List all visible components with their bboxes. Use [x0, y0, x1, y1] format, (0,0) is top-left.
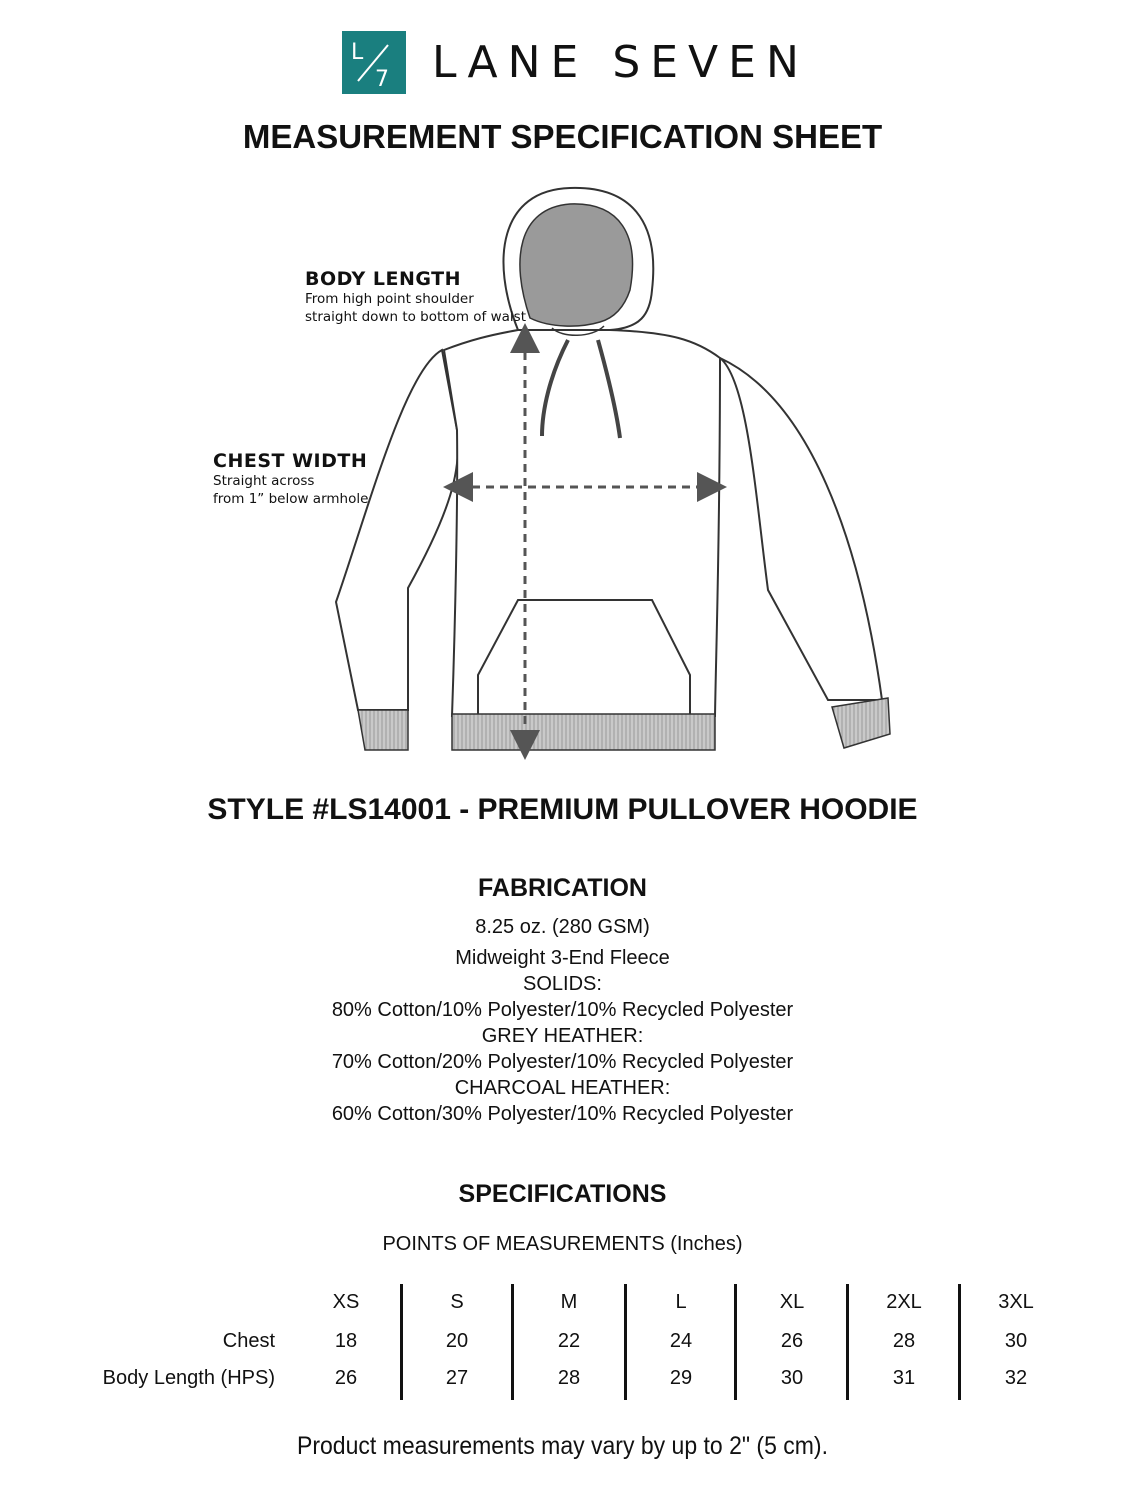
table-cell: 22: [557, 1330, 581, 1352]
size-header-2xl: 2XL: [886, 1291, 922, 1313]
points-of-measurement: POINTS OF MEASUREMENTS (Inches): [382, 1233, 743, 1255]
size-header-l: L: [675, 1291, 687, 1313]
chest-width-title: CHEST WIDTH: [213, 450, 368, 472]
charcoal-heather-label: CHARCOAL HEATHER:: [454, 1077, 671, 1099]
sheet-title: MEASUREMENT SPECIFICATION SHEET: [242, 118, 883, 155]
waistband: [452, 714, 715, 750]
row-label-chest: Chest: [222, 1330, 275, 1352]
body-length-callout: [305, 268, 526, 326]
solids-content: 80% Cotton/10% Polyester/10% Recycled Polyester: [331, 999, 794, 1021]
hood-lining: [520, 204, 633, 326]
brand-logo-mark: [342, 31, 406, 94]
body-length-desc-1: From high point shoulder: [305, 291, 474, 307]
table-cell: 27: [445, 1367, 469, 1389]
left-cuff: [358, 710, 408, 750]
table-cell: 18: [334, 1330, 358, 1352]
table-cell: 29: [669, 1367, 693, 1389]
right-cuff: [832, 698, 890, 748]
size-header-xs: XS: [332, 1291, 360, 1313]
logo-mark-glyph: [342, 31, 406, 94]
table-cell: 31: [892, 1367, 916, 1389]
fabric-weight: 8.25 oz. (280 GSM): [475, 916, 650, 938]
body-length-desc-2: straight down to bottom of waist: [305, 309, 526, 325]
solids-label: SOLIDS:: [523, 973, 602, 995]
charcoal-heather-content: 60% Cotton/30% Polyester/10% Recycled Polyester: [331, 1103, 794, 1125]
chest-width-desc-2: from 1” below armhole: [213, 491, 369, 507]
table-cell: 30: [780, 1367, 804, 1389]
table-cell: 26: [780, 1330, 804, 1352]
table-cell: 32: [1004, 1367, 1028, 1389]
size-header-3xl: 3XL: [998, 1291, 1034, 1313]
brand-name: LANE SEVEN: [432, 37, 809, 88]
size-header-xl: XL: [779, 1291, 805, 1313]
svg-text:7: 7: [375, 67, 389, 92]
table-cell: 28: [892, 1330, 916, 1352]
left-sleeve-outline: [336, 350, 458, 710]
right-sleeve-outline: [720, 358, 882, 700]
table-cell: 28: [557, 1367, 581, 1389]
fabric-type: Midweight 3-End Fleece: [455, 947, 670, 969]
chest-width-callout: [213, 450, 368, 508]
size-header-m: M: [560, 1291, 578, 1313]
grey-heather-content: 70% Cotton/20% Polyester/10% Recycled Polyester: [331, 1051, 794, 1073]
fabrication-title: FABRICATION: [478, 874, 647, 902]
table-cell: 24: [669, 1330, 693, 1352]
specifications-title: SPECIFICATIONS: [458, 1180, 667, 1208]
grey-heather-label: GREY HEATHER:: [481, 1025, 644, 1047]
size-table: [0, 1284, 1125, 1402]
size-header-s: S: [450, 1291, 464, 1313]
table-cell: 30: [1004, 1330, 1028, 1352]
body-outline: [444, 330, 720, 716]
table-cell: 26: [334, 1367, 358, 1389]
row-label-body-length: Body Length (HPS): [102, 1367, 275, 1389]
fabrication-details: [0, 914, 1125, 1127]
disclaimer: Product measurements may vary by up to 2" (5 cm).: [297, 1432, 828, 1460]
chest-width-desc-1: Straight across: [213, 473, 315, 489]
table-cell: 20: [445, 1330, 469, 1352]
style-title: STYLE #LS14001 - PREMIUM PULLOVER HOODIE: [207, 793, 918, 826]
svg-text:L: L: [351, 40, 364, 65]
body-length-title: BODY LENGTH: [305, 268, 462, 290]
